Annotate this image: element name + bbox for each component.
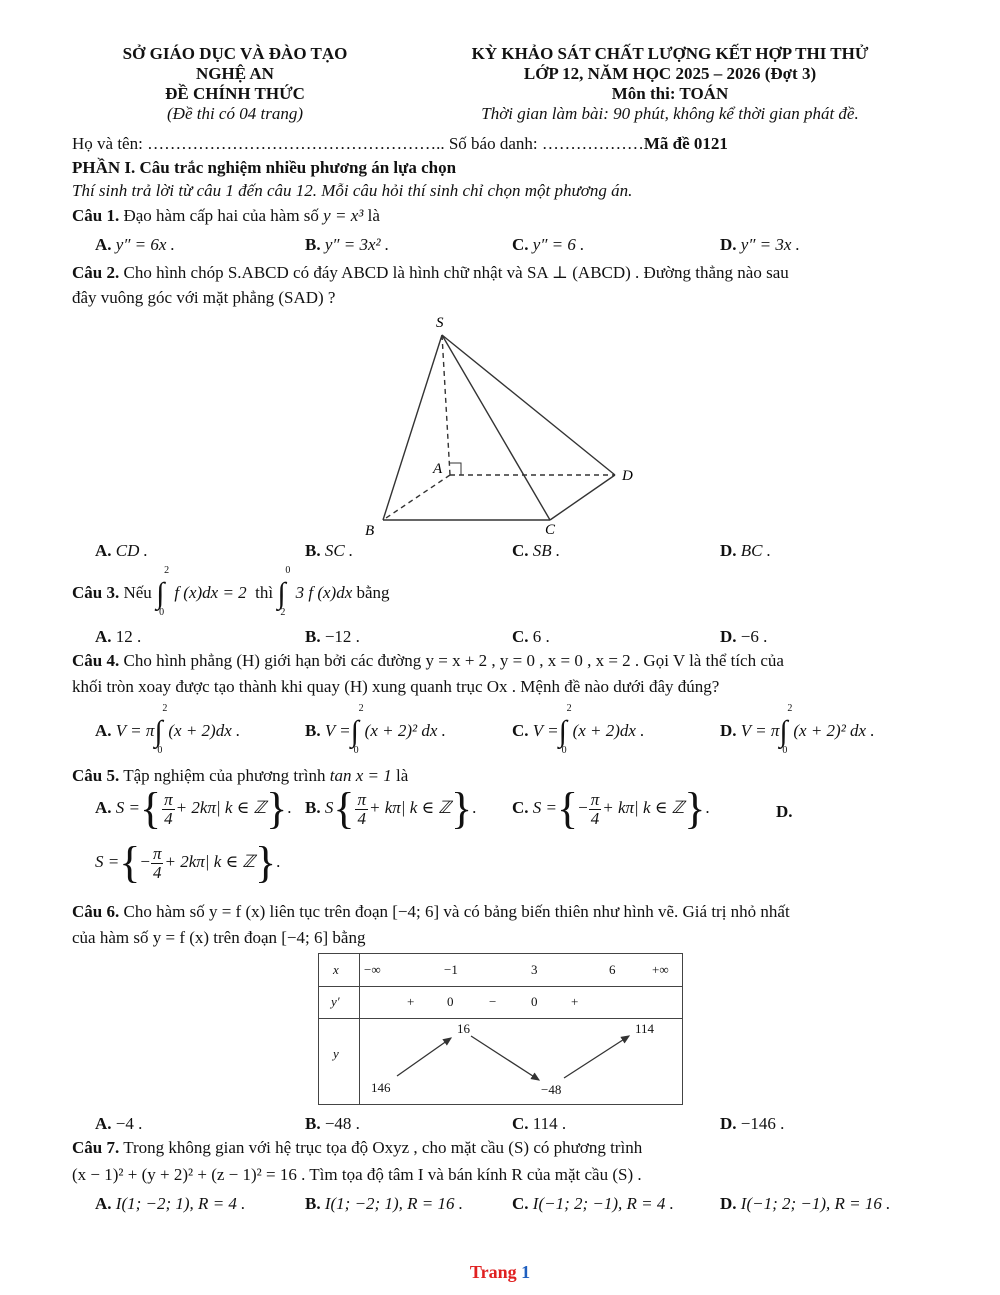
header-right	[400, 44, 940, 124]
integral-sign: ∫ 2 0	[558, 703, 572, 756]
yprime-value: −	[489, 994, 497, 1009]
q5-option-c[interactable]: C. S ={− $\frac{\pi}{4}$ + kπ| k ∈ ℤ}.	[512, 784, 710, 833]
option-prefix: S =	[115, 797, 141, 817]
integral-sign: ∫ 2 0	[156, 565, 170, 618]
option-letter: A.	[95, 235, 112, 254]
yprime-value: +	[571, 994, 579, 1009]
x-value: −∞	[364, 962, 381, 977]
q4-stem-line1	[72, 651, 940, 671]
q4-option-a[interactable]	[95, 703, 241, 756]
q5-option-b[interactable]: B. S{ $\frac{\pi}{4}$ + kπ| k ∈ ℤ}.	[305, 784, 477, 833]
label-c: C	[545, 522, 556, 538]
q4-option-d[interactable]	[720, 703, 875, 756]
fraction: $\frac{\pi}{4}$	[164, 789, 173, 828]
option-text: + kπ| k ∈ ℤ	[369, 797, 451, 817]
fraction: $\frac{\pi}{4}$	[590, 789, 600, 828]
q3-integral1: f (x)dx = 2	[174, 582, 247, 602]
student-info-line	[72, 134, 940, 154]
q3-option-b[interactable]	[305, 627, 360, 647]
q2-text1: Cho hình chóp S.ABCD có đáy ABCD là hình chữ nhật và SA ⊥ (ABCD) . Đường thẳng nào sau	[123, 263, 789, 282]
integral-sign: ∫ 2 0	[350, 703, 364, 756]
option-letter: D.	[720, 720, 737, 740]
q7-option-d[interactable]	[720, 1194, 890, 1214]
q7-stem-line2: (x − 1)² + (y + 2)² + (z − 1)² = 16 . Tìm tọa độ tâm I và bán kính R của mặt cầu (S) .	[72, 1165, 642, 1184]
fraction: $\frac{\pi}{4}$	[152, 843, 162, 882]
q3-option-d[interactable]	[720, 627, 767, 647]
q3-integral2: 3 f (x)dx	[295, 582, 353, 602]
q4-option-b[interactable]	[305, 703, 446, 756]
q1-stem	[72, 206, 940, 226]
option-text: −4 .	[115, 1114, 143, 1133]
q2-option-c[interactable]	[512, 541, 560, 561]
pyramid-figure	[350, 310, 650, 545]
variation-arrows	[319, 954, 682, 1104]
label-b: B	[365, 523, 375, 539]
right-angle-mark	[450, 463, 461, 475]
exam-grade: LỚP 12, NĂM HỌC 2025 – 2026 (Đợt 3)	[523, 64, 817, 83]
y-value: 16	[457, 1021, 470, 1036]
option-letter: C.	[512, 1194, 529, 1213]
official-label: ĐỀ CHÍNH THỨC	[165, 84, 305, 103]
q6-option-a[interactable]	[95, 1114, 142, 1134]
dept-name: SỞ GIÁO DỤC VÀ ĐÀO TẠO	[122, 44, 348, 63]
edge-cd	[550, 475, 615, 520]
option-text: y″ = 3x .	[740, 235, 800, 254]
q5-tail: là	[396, 766, 409, 785]
option-text: 12 .	[115, 627, 142, 646]
option-text: I(1; −2; 1), R = 4 .	[115, 1194, 246, 1213]
q6-stem-line1	[72, 902, 940, 922]
yprime-value: +	[407, 994, 415, 1009]
option-letter: C.	[512, 1114, 529, 1133]
y-label: y	[333, 1046, 339, 1061]
option-letter: B.	[305, 541, 321, 560]
exam-subject: Môn thi: TOÁN	[611, 84, 729, 103]
page-footer	[0, 1262, 1000, 1283]
q6-text1: Cho hàm số y = f (x) liên tục trên đoạn [−4; 6] và có bảng biến thiên như hình vẽ. Giá trị nhỏ nhất	[123, 902, 790, 921]
x-value: 6	[609, 962, 616, 977]
option-text: −48 .	[324, 1114, 360, 1133]
integral-sign: ∫ 0 2	[277, 565, 291, 618]
student-name-field: Họ và tên: ……………………………………………..	[72, 134, 445, 153]
option-text: (x + 2)² dx .	[793, 720, 875, 740]
option-text: (x + 2)dx .	[572, 720, 645, 740]
q2-option-b[interactable]	[305, 541, 353, 561]
option-text: BC .	[740, 541, 772, 560]
option-text: SC .	[324, 541, 354, 560]
yprime-label: y′	[331, 994, 340, 1009]
q3-tail: bằng	[356, 582, 390, 602]
option-text: I(−1; 2; −1), R = 4 .	[532, 1194, 674, 1213]
option-prefix: V = π	[115, 720, 155, 740]
option-letter: B.	[305, 1194, 321, 1213]
option-letter: A.	[95, 797, 112, 817]
student-id-field: Số báo danh: ………………	[448, 134, 644, 153]
label-d: D	[622, 468, 633, 484]
q4-stem-line2: khối tròn xoay được tạo thành khi quay (H) xung quanh trục Ox . Mệnh đề nào dưới đây đúng?	[72, 677, 720, 696]
q2-stem-line2: đây vuông góc với mặt phẳng (SAD) ?	[72, 288, 336, 307]
option-text: CD .	[115, 541, 148, 560]
footer-label: Trang	[469, 1262, 517, 1282]
option-text: + kπ| k ∈ ℤ	[602, 797, 685, 817]
q6-option-c[interactable]	[512, 1114, 566, 1134]
q3-option-a[interactable]	[95, 627, 141, 647]
y-value: 114	[635, 1021, 655, 1036]
option-text: −6 .	[740, 627, 768, 646]
option-text: 6 .	[532, 627, 550, 646]
label-a: A	[433, 461, 443, 477]
y-value: −48	[541, 1082, 562, 1097]
q3-label: Câu 3.	[72, 582, 120, 602]
q5-option-d[interactable]: S ={− $\frac{\pi}{4}$ + 2kπ| k ∈ ℤ}.	[95, 838, 281, 887]
q3-then: thì	[255, 582, 274, 602]
option-letter: C.	[512, 720, 529, 740]
edge-sc	[442, 335, 550, 520]
option-text: SB .	[532, 541, 561, 560]
option-prefix: S =	[532, 797, 558, 817]
option-letter: A.	[95, 720, 112, 740]
integral-sign: ∫ 2 0	[154, 703, 168, 756]
option-letter: B.	[305, 797, 321, 817]
option-letter: B.	[305, 1114, 321, 1133]
option-text: + 2kπ| k ∈ ℤ	[164, 851, 255, 871]
q5-text: Tập nghiệm của phương trình	[123, 766, 326, 785]
x-value: 3	[531, 962, 538, 977]
option-letter: D.	[720, 1194, 737, 1213]
option-letter: B.	[305, 627, 321, 646]
option-text: y″ = 6x .	[115, 235, 175, 254]
exam-code: Mã đề 0121	[643, 134, 728, 153]
q7-label: Câu 7.	[72, 1138, 120, 1157]
arrow-up	[397, 1038, 451, 1076]
footer-page-number: 1	[521, 1262, 531, 1282]
province-name: NGHỆ AN	[196, 64, 274, 83]
option-text: y″ = 6 .	[532, 235, 585, 254]
q7-stem-line1	[72, 1138, 940, 1158]
page-count-note: (Đề thi có 04 trang)	[167, 104, 303, 123]
option-text: y″ = 3x² .	[324, 235, 390, 254]
x-value: −1	[444, 962, 458, 977]
option-text: + 2kπ| k ∈ ℤ	[175, 797, 267, 817]
option-letter: D.	[720, 1114, 737, 1133]
edge-sa	[442, 335, 450, 475]
option-prefix: V =	[324, 720, 351, 740]
option-text: I(−1; 2; −1), R = 16 .	[740, 1194, 891, 1213]
exam-time: Thời gian làm bài: 90 phút, không kể thời gian phát đề.	[481, 104, 859, 123]
q3-option-c[interactable]	[512, 627, 550, 647]
yprime-value: 0	[531, 994, 538, 1009]
q4-option-c[interactable]	[512, 703, 645, 756]
q4-text1: Cho hình phẳng (H) giới hạn bởi các đường y = x + 2 , y = 0 , x = 0 , x = 2 . Gọi V là thể tích của	[123, 651, 784, 670]
q6-label: Câu 6.	[72, 902, 120, 921]
option-text: −12 .	[324, 627, 360, 646]
option-prefix: V = π	[740, 720, 780, 740]
q7-option-c[interactable]	[512, 1194, 674, 1214]
option-text: (x + 2)dx .	[168, 720, 241, 740]
option-text: (x + 2)² dx .	[364, 720, 446, 740]
q7-option-a[interactable]	[95, 1194, 245, 1214]
option-letter: C.	[512, 541, 529, 560]
option-letter: D.	[720, 541, 737, 560]
x-value: +∞	[652, 962, 669, 977]
q1-label: Câu 1.	[72, 206, 120, 225]
q2-stem-line1	[72, 263, 940, 283]
edge-ab	[383, 475, 450, 520]
q5-expr: tan x = 1	[329, 766, 392, 785]
q1-tail: là	[367, 206, 380, 225]
y-value: 146	[371, 1080, 391, 1095]
option-text: I(1; −2; 1), R = 16 .	[324, 1194, 463, 1213]
option-letter: A.	[95, 1194, 112, 1213]
q6-stem-line2: của hàm số y = f (x) trên đoạn [−4; 6] bằng	[72, 928, 366, 947]
option-letter: B.	[305, 720, 321, 740]
option-letter: A.	[95, 627, 112, 646]
option-letter: C.	[512, 235, 529, 254]
fraction: $\frac{\pi}{4}$	[357, 789, 366, 828]
q2-option-d[interactable]	[720, 541, 771, 561]
edge-sb	[383, 335, 442, 520]
q1-option-c[interactable]	[512, 235, 584, 255]
q3-if: Nếu	[123, 582, 152, 602]
q6-option-d[interactable]	[720, 1114, 784, 1134]
q1-option-b[interactable]	[305, 235, 389, 255]
header-left	[70, 44, 400, 124]
q7-option-b[interactable]	[305, 1194, 463, 1214]
label-s: S	[436, 315, 444, 331]
option-letter: A.	[95, 541, 112, 560]
x-label: x	[333, 962, 339, 977]
option-letter: C.	[512, 797, 529, 817]
q2-option-a[interactable]	[95, 541, 148, 561]
q5-option-a[interactable]: A. S ={ $\frac{\pi}{4}$ + 2kπ| k ∈ ℤ}.	[95, 784, 292, 833]
option-prefix: V =	[532, 720, 559, 740]
arrow-down	[471, 1036, 539, 1080]
q2-label: Câu 2.	[72, 263, 120, 282]
exam-title: KỲ KHẢO SÁT CHẤT LƯỢNG KẾT HỢP THI THỬ	[471, 44, 869, 63]
option-prefix: S =	[95, 851, 120, 871]
option-letter: D.	[720, 235, 737, 254]
q1-option-a[interactable]	[95, 235, 175, 255]
part1-instruction: Thí sinh trả lời từ câu 1 đến câu 12. Mỗi câu hỏi thí sinh chỉ chọn một phương án.	[72, 181, 633, 200]
option-letter: D.	[720, 627, 737, 646]
option-letter: B.	[305, 235, 321, 254]
arrow-up	[564, 1036, 629, 1078]
q1-expr: y = x³	[323, 206, 364, 225]
integral-sign: ∫ 2 0	[779, 703, 793, 756]
q1-option-d[interactable]	[720, 235, 800, 255]
option-text: −146 .	[740, 1114, 785, 1133]
q5-stem	[72, 766, 940, 786]
q4-label: Câu 4.	[72, 651, 120, 670]
edge-sd	[442, 335, 615, 475]
part1-title: PHẦN I. Câu trắc nghiệm nhiều phương án lựa chọn	[72, 158, 457, 177]
option-text: 114 .	[532, 1114, 567, 1133]
q3-stem	[72, 565, 940, 618]
q5-option-d-letter[interactable]	[776, 802, 793, 822]
q1-text: Đạo hàm cấp hai của hàm số	[123, 206, 319, 225]
variation-table	[318, 953, 683, 1105]
yprime-value: 0	[447, 994, 454, 1009]
option-letter: D.	[776, 802, 793, 821]
option-prefix: S	[324, 797, 334, 817]
option-letter: C.	[512, 627, 529, 646]
q7-text1: Trong không gian với hệ trục tọa độ Oxyz , cho mặt cầu (S) có phương trình	[123, 1138, 643, 1157]
q6-option-b[interactable]	[305, 1114, 360, 1134]
q5-label: Câu 5.	[72, 766, 120, 785]
option-letter: A.	[95, 1114, 112, 1133]
